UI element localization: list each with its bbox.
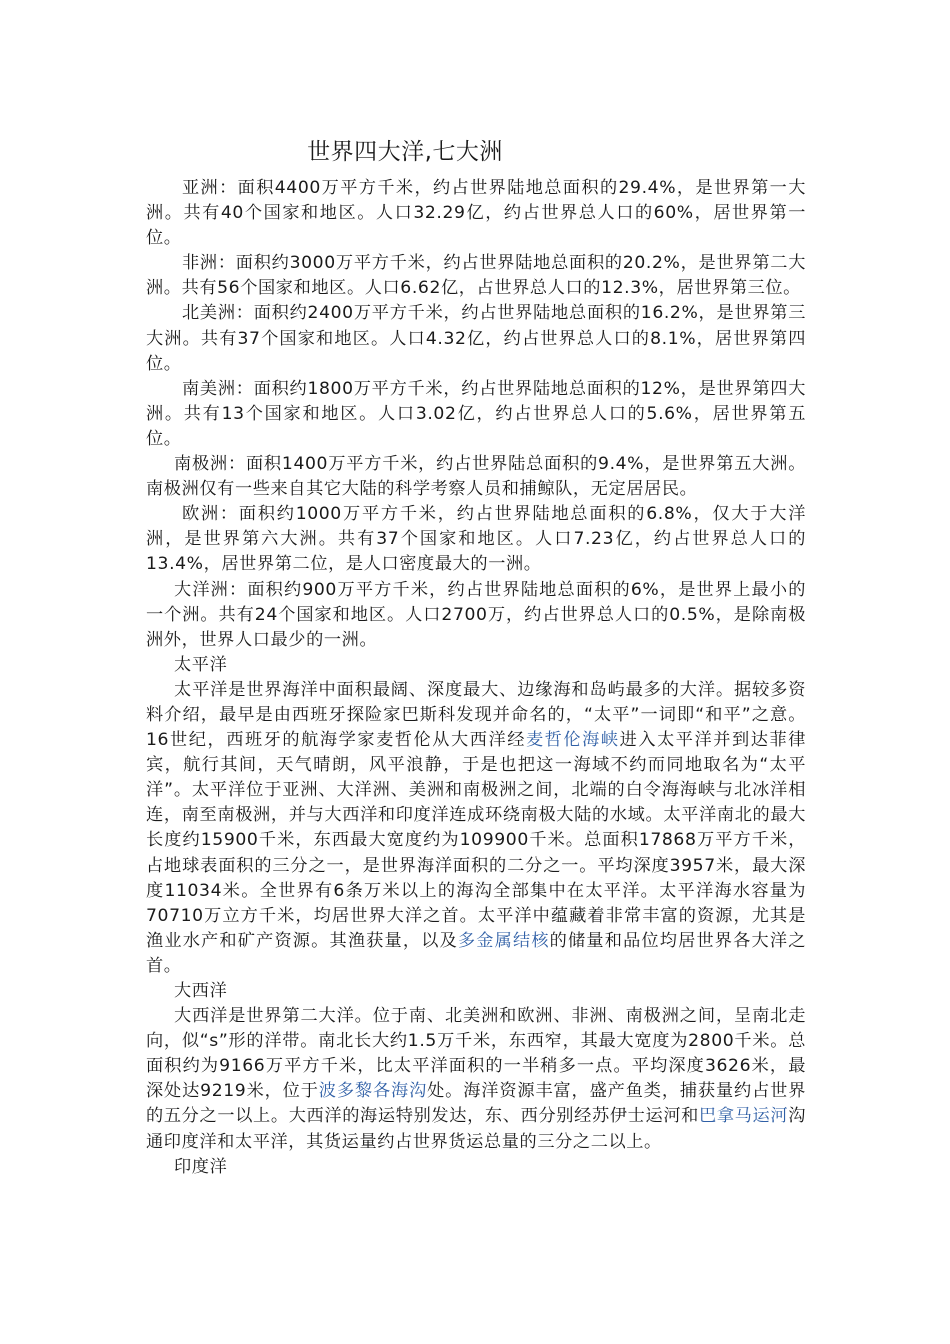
paragraph-south-america: 南美洲：面积约1800万平方千米，约占世界陆地总面积的12%，是世界第四大洲。共有13个国家和地区。人口3.02亿，约占世界总人口的5.6%，居世界第五位。 — [146, 378, 806, 449]
paragraph-europe: 欧洲：面积约1000万平方千米，约占世界陆地总面积的6.8%，仅大于大洋洲，是世界第六大洲。共有37个国家和地区。人口7.23亿，约占世界总人口的13.4%，居世界第二位，是人口密度最大的一洲。 — [146, 504, 806, 575]
link-panama-canal[interactable]: 巴拿马运河 — [699, 1106, 789, 1127]
link-magellan-strait[interactable]: 麦哲伦海峡 — [525, 730, 620, 751]
paragraph-antarctica: 南极洲：面积1400万平方千米，约占世界陆总面积的9.4%，是世界第五大洲。南极洲仅有一些来自其它大陆的科学考察人员和捕鲸队，无定居居民。 — [146, 454, 806, 500]
paragraph-oceania: 大洋洲：面积约900万平方千米，约占世界陆地总面积的6%，是世界上最小的一个洲。共有24个国家和地区。人口2700万，约占世界总人口的0.5%，是除南极洲外，世界人口最少的一洲。 — [146, 579, 806, 650]
paragraph-pacific — [146, 678, 806, 979]
atlantic-text-1: 大西洋是世界第二大洋。位于南、北美洲和欧洲、非洲、南极洲之间，呈南北走向，似“s”形的洋带。南北长大约1.5万千米，东西窄，其最大宽度为2800千米。总面积约为9166万平方千米，比太平洋面积的一半稍多一点。平均深度3626米，最深处达9219米，位于 — [146, 1006, 806, 1102]
paragraph-atlantic — [146, 1004, 806, 1155]
pacific-text-1: 太平洋是世界海洋中面积最阔、深度最大、边缘海和岛屿最多的大洋。据较多资料介绍，最早是由西班牙探险家巴斯科发现并命名的，“太平”一词即“和平”之意。16世纪，西班牙的航海学家麦哲伦从大西洋经 — [146, 679, 806, 751]
pacific-text-2: 进入太平洋并到达菲律宾，航行其间，天气晴朗，风平浪静，于是也把这一海域不约而同地取名为“太平洋”。太平洋位于亚洲、大洋洲、美洲和南极洲之间，北端的白令海海峡与北冰洋相连，南至南极洲，并与大西洋和印度洋连成环绕南极大陆的水域。太平洋南北的最大长度约15900千米，东西最大宽度约为109900千米。总面积17868万平方千米，占地球表面积的三分之一，是世界海洋面积的二分之一。平均深度3957米，最大深度11034米。全世界有6条万米以上的海沟全部集中在太平洋。太平洋海水容量为70710万立方千米，均居世界大洋之首。太平洋中蕴藏着非常丰富的资源，尤其是渔业水产和矿产资源。其渔获量，以及 — [146, 730, 806, 951]
page-title: 世界四大洋,七大洲 — [307, 139, 503, 165]
heading-pacific: 太平洋 — [174, 654, 228, 675]
heading-atlantic: 大西洋 — [174, 981, 228, 1001]
link-puerto-rico-trench[interactable]: 波多黎各海沟 — [318, 1081, 428, 1102]
document-body — [146, 176, 806, 1180]
paragraph-asia: 亚洲：面积4400万平方千米，约占世界陆地总面积的29.4%，是世界第一大洲。共有40个国家和地区。人口32.29亿，约占世界总人口的60%，居世界第一位。 — [146, 178, 806, 249]
paragraph-africa: 非洲：面积约3000万平方千米，约占世界陆地总面积的20.2%，是世界第二大洲。共有56个国家和地区。人口6.62亿，占世界总人口的12.3%，居世界第三位。 — [146, 253, 806, 299]
atlantic-text-2: 处。海洋资源丰富，盛产鱼类，捕获量约占世界的五分之一以上。大西洋的海运特别发达，东、西分别经苏伊士运河和 — [146, 1081, 806, 1127]
paragraph-north-america: 北美洲：面积约2400万平方千米，约占世界陆地总面积的16.2%，是世界第三大洲。共有37个国家和地区。人口4.32亿，约占世界总人口的8.1%，居世界第四位。 — [146, 303, 806, 374]
atlantic-text-3: 沟通印度洋和太平洋，其货运量约占世界货运总量的三分之二以上。 — [146, 1106, 806, 1152]
pacific-text-3: 的储量和品位均居世界各大洋之首。 — [146, 930, 806, 976]
heading-indian: 印度洋 — [174, 1156, 228, 1177]
link-polymetallic-nodules[interactable]: 多金属结核 — [457, 930, 550, 951]
